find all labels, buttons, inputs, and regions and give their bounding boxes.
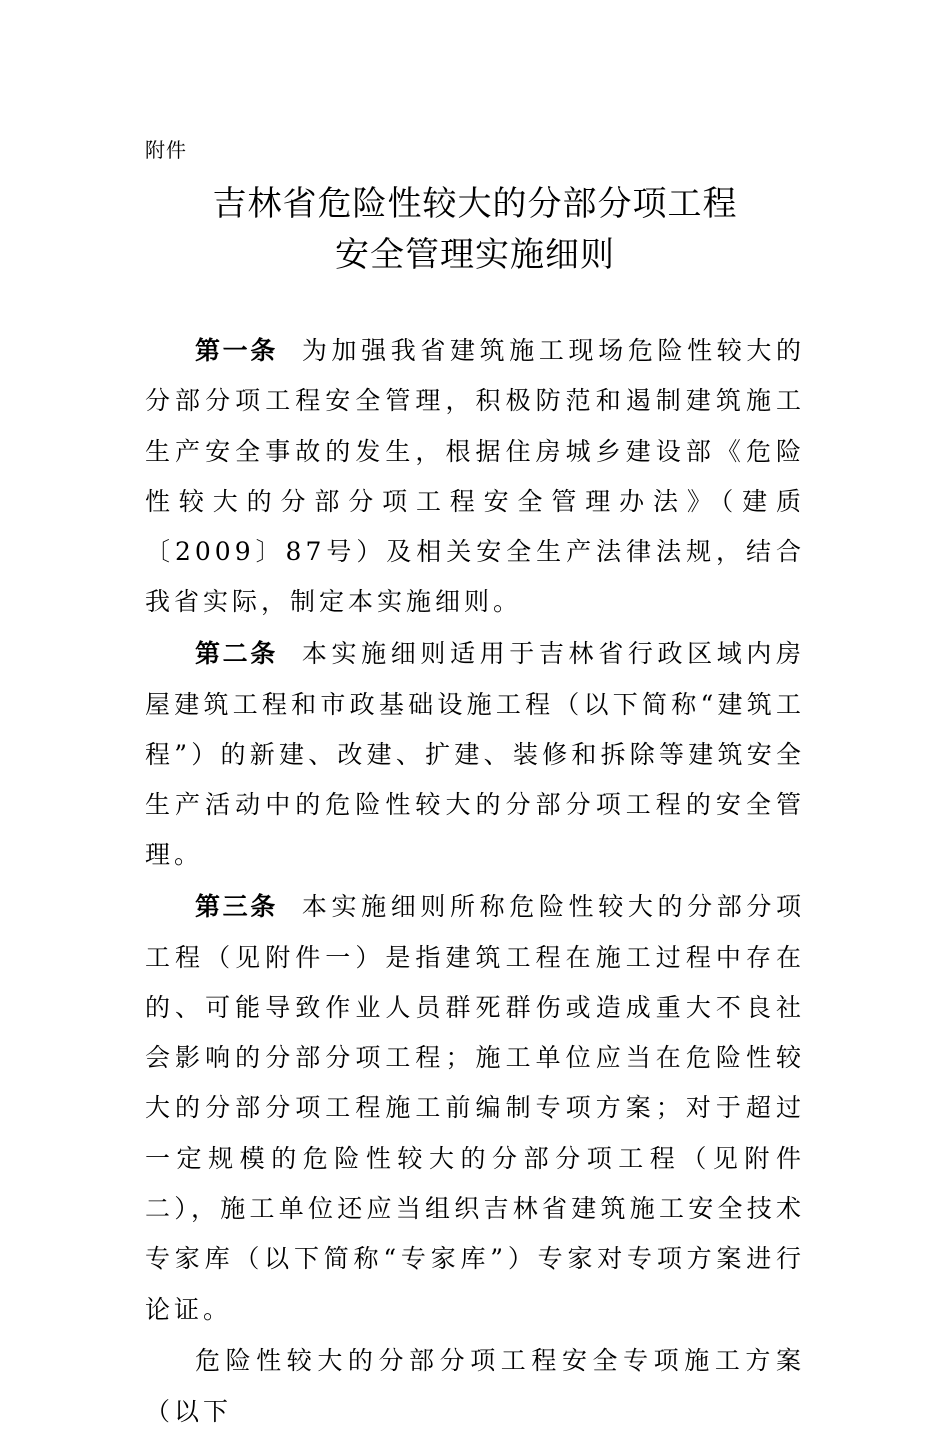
article-1-paragraph [145,326,805,628]
document-title-line-1: 吉林省危险性较大的分部分项工程 [212,184,738,224]
article-2-number: 第二条 [195,639,278,669]
article-2-text: 本实施细则适用于吉林省行政区域内房屋建筑工程和市政基础设施工程（以下简称“建筑工程”）的新建、改建、扩建、装修和拆除等建筑安全生产活动中的危险性较大的分部分项工程的安全管理。 [145,639,805,870]
article-3-paragraph [145,882,805,1335]
attachment-label: 附件 [145,138,187,162]
article-1-text: 为加强我省建筑施工现场危险性较大的分部分项工程安全管理，积极防范和遏制建筑施工生产安全事故的发生，根据住房城乡建设部《危险性较大的分部分项工程安全管理办法》（建质〔2009〕87号）及相关安全生产法律法规，结合我省实际，制定本实施细则。 [145,336,805,617]
continuation-text: 危险性较大的分部分项工程安全专项施工方案（以下 [145,1346,805,1426]
article-3-text: 本实施细则所称危险性较大的分部分项工程（见附件一）是指建筑工程在施工过程中存在的、可能导致作业人员群死群伤或造成重大不良社会影响的分部分项工程；施工单位应当在危险性较大的分部分项工程施工前编制专项方案；对于超过一定规模的危险性较大的分部分项工程（见附件二），施工单位还应当组织吉林省建筑施工安全技术专家库（以下简称“专家库”）专家对专项方案进行论证。 [145,892,805,1324]
document-title-line-2: 安全管理实施细则 [335,235,615,275]
article-3-number: 第三条 [195,892,278,922]
article-2-paragraph [145,629,805,880]
article-1-number: 第一条 [195,336,278,365]
document-body [145,326,805,1439]
continuation-paragraph [145,1336,805,1437]
